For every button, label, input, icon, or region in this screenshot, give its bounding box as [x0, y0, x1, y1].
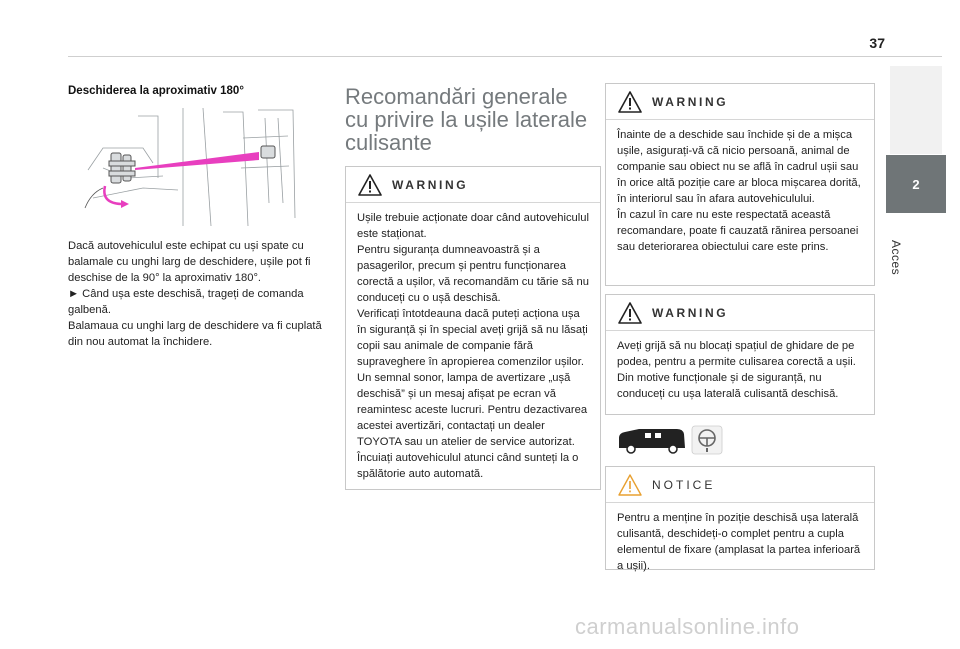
watermark: carmanualsonline.info	[575, 614, 800, 639]
warning-header	[606, 84, 874, 120]
paragraph: Balamaua cu unghi larg de deschidere va fi cuplată din nou automat la închidere.	[68, 320, 322, 348]
side-tab-strip	[890, 66, 942, 154]
paragraph: Ușile trebuie acționate doar când autovehiculul este staționat.	[357, 212, 589, 240]
warning-body	[346, 203, 600, 490]
paragraph: Aveți grijă să nu blocați spațiul de ghidare de pe podea, pentru a permite culisarea corectă a ușii.	[617, 340, 856, 368]
steering-wheel-icon	[692, 426, 722, 454]
notice-label: NOTICE	[652, 477, 716, 492]
warning-header	[606, 295, 874, 331]
paragraph: Înainte de a deschide sau închide și de a mișca ușile, asigurați-vă că nicio persoană, animal de companie sau obiect nu se află în cadrul ușii sau în orice altă poziție care ar bloca mișcarea dorită, în interiorul sau în afara autovehiculului.	[617, 129, 861, 205]
notice-icon	[618, 474, 642, 496]
paragraph: Verificați întotdeauna dacă puteți acționa ușa în siguranță și în special aveți grijă să nu lăsați copii sau animale de companie fără supraveghere în apropierea comenzilor ușilor.	[357, 308, 588, 368]
paragraph: Pentru a menține în poziție deschisă ușa laterală culisantă, deschideți-o complet pentru a cupla elementul de fixare (amplasat la partea inferioară a ușii).	[617, 512, 861, 572]
warning-icon	[358, 174, 382, 196]
warning-header	[346, 167, 600, 203]
warning-box	[605, 83, 875, 286]
page-number: 37	[869, 35, 885, 51]
paragraph: Un semnal sonor, lampa de avertizare „ușă deschisă” și un mesaj afișat pe ecran vă reamintesc aceste lucruri. Pentru dezactivarea acestei avertizări, contactați un dealer TOYOTA sau un atelier de service autorizat.	[357, 372, 588, 448]
chapter-tab[interactable]	[886, 155, 946, 213]
warning-body	[606, 331, 874, 410]
vehicle-variant-icons	[617, 424, 727, 456]
paragraph: Din motive funcționale și de siguranță, nu conduceți cu ușa laterală culisantă deschisă.	[617, 372, 839, 400]
warning-icon	[618, 302, 642, 324]
warning-label: WARNING	[652, 305, 729, 320]
column-left-body	[68, 238, 330, 350]
notice-body	[606, 503, 874, 582]
chapter-label: Acces	[889, 240, 903, 276]
chapter-number: 2	[912, 176, 920, 192]
instruction-step: ► Când ușa este deschisă, trageți de comanda galbenă.	[68, 288, 304, 316]
van-icon	[619, 429, 685, 453]
notice-box	[605, 466, 875, 570]
paragraph: Dacă autovehiculul este echipat cu uși spate cu balamale cu unghi larg de deschidere, ușile pot fi deschise de la 90° la aproximativ 180°.	[68, 240, 311, 284]
paragraph: Pentru siguranța dumneavoastră și a pasagerilor, precum și pentru funcționarea corectă a ușilor, vă recomandăm cu tărie să nu conduceți cu o ușă deschisă.	[357, 244, 589, 304]
top-divider	[68, 56, 942, 57]
section-title: Recomandări generale cu privire la ușile laterale culisante	[345, 84, 588, 155]
paragraph: În cazul în care nu este respectată această recomandare, poate fi cauzată rănirea persoanei sau deteriorarea obiectului care este prins.	[617, 209, 859, 253]
sub-heading: Deschiderea la aproximativ 180°	[68, 85, 244, 97]
warning-box	[345, 166, 601, 490]
warning-label: WARNING	[392, 177, 469, 192]
column-left	[68, 85, 330, 97]
warning-box	[605, 294, 875, 415]
warning-icon	[618, 91, 642, 113]
paragraph: Încuiați autovehiculul atunci când sunteți la o spălătorie auto automată.	[357, 452, 579, 480]
hinge-illustration	[83, 108, 299, 226]
warning-body	[606, 120, 874, 263]
warning-label: WARNING	[652, 94, 729, 109]
notice-header	[606, 467, 874, 503]
